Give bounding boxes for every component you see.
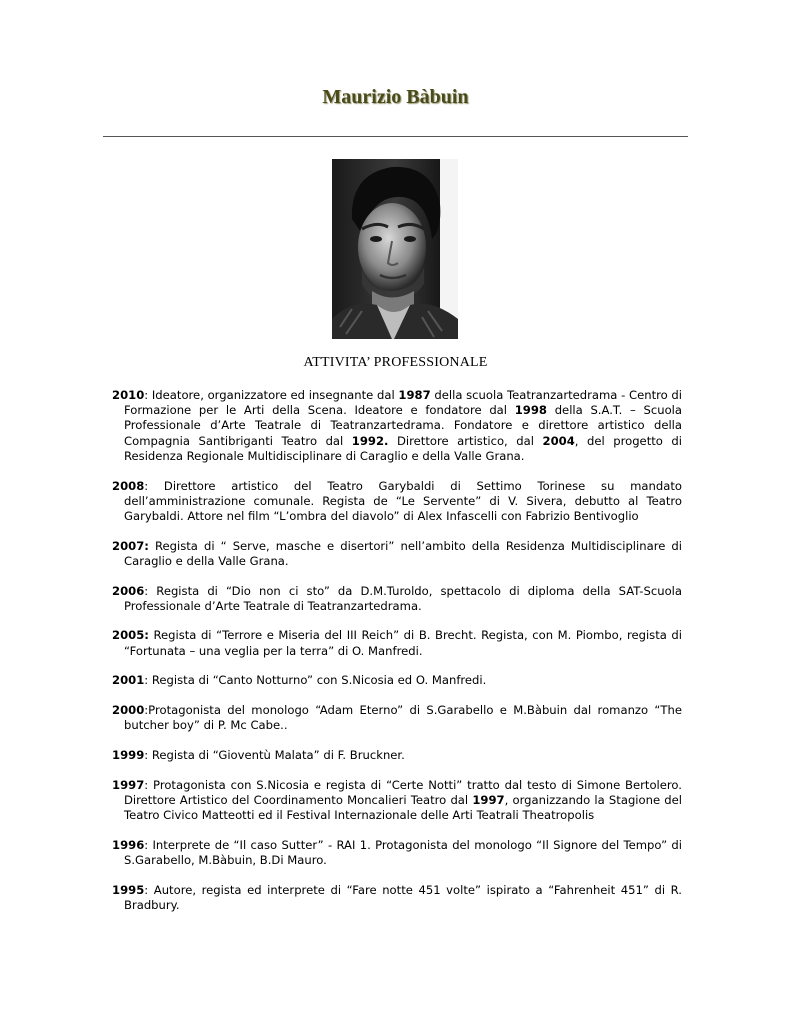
portrait-illustration — [332, 159, 458, 339]
activity-entry — [112, 703, 682, 733]
entry-year: 2000 — [112, 703, 145, 718]
entry-text: : Direttore artistico del Teatro Garybaldi di Settimo Torinese su mandato dell’amministrazione comunale. Regista de “Le Servente” di V. Sivera, debutto al Teatro Garybaldi. Attore nel film “L’ombra del diavolo” di Alex Infascelli con Fabrizio Bentivoglio — [124, 478, 682, 523]
entry-text: , del progetto di Residenza Regionale Multidisciplinare di Caraglio e della Valle Grana. — [124, 433, 682, 463]
entry-text: : Ideatore, organizzatore ed insegnante dal — [144, 388, 399, 402]
entry-text: Regista di “ Serve, masche e disertori” nell’ambito della Residenza Multidisciplinare di Caraglio e della Valle Grana. — [124, 538, 682, 568]
entry-highlight-year: 1998 — [514, 403, 547, 418]
entry-highlight-year: 1992. — [351, 433, 389, 448]
entry-year: 2005: — [112, 628, 149, 643]
activity-entry — [112, 883, 682, 913]
entry-year: 1996 — [112, 837, 145, 852]
activity-entry — [112, 838, 682, 868]
entry-highlight-year: 1997 — [472, 792, 505, 807]
activity-entry — [112, 673, 682, 688]
portrait-photo — [332, 159, 458, 339]
entry-text: della scuola Teatranzartedrama - Centro di Formazione per le Arti della Scena. Ideatore e fondatore dal — [124, 388, 682, 418]
entry-text: della S.A.T. – Scuola Professionale d’Arte Teatrale di Teatranzartedrama. Fondatore e direttore artistico della Compagnia Santibriganti Teatro dal — [124, 403, 682, 448]
activity-entry — [112, 748, 682, 763]
section-heading: ATTIVITA’ PROFESSIONALE — [303, 355, 488, 370]
entry-text: : Regista di “Dio non ci sto” da D.M.Turoldo, spettacolo di diploma della SAT-Scuola Professionale d’Arte Teatrale di Teatranzartedrama. — [124, 583, 682, 613]
activity-entry — [112, 628, 682, 658]
entry-highlight-year: 2004 — [542, 433, 575, 448]
entry-text: : Autore, regista ed interprete di “Fare notte 451 volte” ispirato a “Fahrenheit 451” di R. Bradbury. — [124, 882, 682, 912]
activity-list — [112, 388, 682, 928]
entry-text: Direttore artistico, dal — [388, 433, 543, 448]
entry-text: : Interprete de “Il caso Sutter” - RAI 1. Protagonista del monologo “Il Signore del Tempo” di S.Garabello, M.Bàbuin, B.Di Mauro. — [124, 837, 682, 867]
entry-text: : Protagonista con S.Nicosia e regista di “Certe Notti” tratto dal testo di Simone Bertolero. Direttore Artistico del Coordinamento Moncalieri Teatro dal — [124, 777, 682, 807]
activity-entry — [112, 388, 682, 464]
entry-year: 1999 — [112, 747, 145, 762]
document-title: Maurizio Bàbuin — [322, 86, 469, 108]
entry-year: 2007: — [112, 538, 149, 553]
entry-year: 2001 — [112, 673, 145, 688]
entry-text: , organizzando la Stagione del Teatro Civico Matteotti ed il Festival Internazionale delle Arti Teatrali Theatropolis — [124, 792, 682, 823]
entry-text: Regista di “Terrore e Miseria del III Reich” di B. Brecht. Regista, con M. Piombo, regista di “Fortunata – una veglia per la terra” di O. Manfredi. — [124, 628, 682, 658]
entry-text: :Protagonista del monologo “Adam Eterno” di S.Garabello e M.Bàbuin dal romanzo “The butcher boy” di P. Mc Cabe.. — [124, 703, 682, 733]
entry-text: : Regista di “Gioventù Malata” di F. Bruckner. — [144, 747, 405, 762]
entry-year: 2006 — [112, 583, 145, 598]
title-divider — [103, 136, 688, 137]
entry-year: 1997 — [112, 777, 145, 792]
entry-year: 2008 — [112, 478, 145, 493]
activity-entry — [112, 479, 682, 525]
entry-year: 2010 — [112, 388, 145, 402]
entry-highlight-year: 1987 — [398, 388, 431, 402]
activity-entry — [112, 539, 682, 569]
entry-year: 1995 — [112, 882, 145, 897]
entry-text: : Regista di “Canto Notturno” con S.Nicosia ed O. Manfredi. — [144, 673, 487, 688]
activity-entry — [112, 778, 682, 824]
activity-entry — [112, 584, 682, 614]
